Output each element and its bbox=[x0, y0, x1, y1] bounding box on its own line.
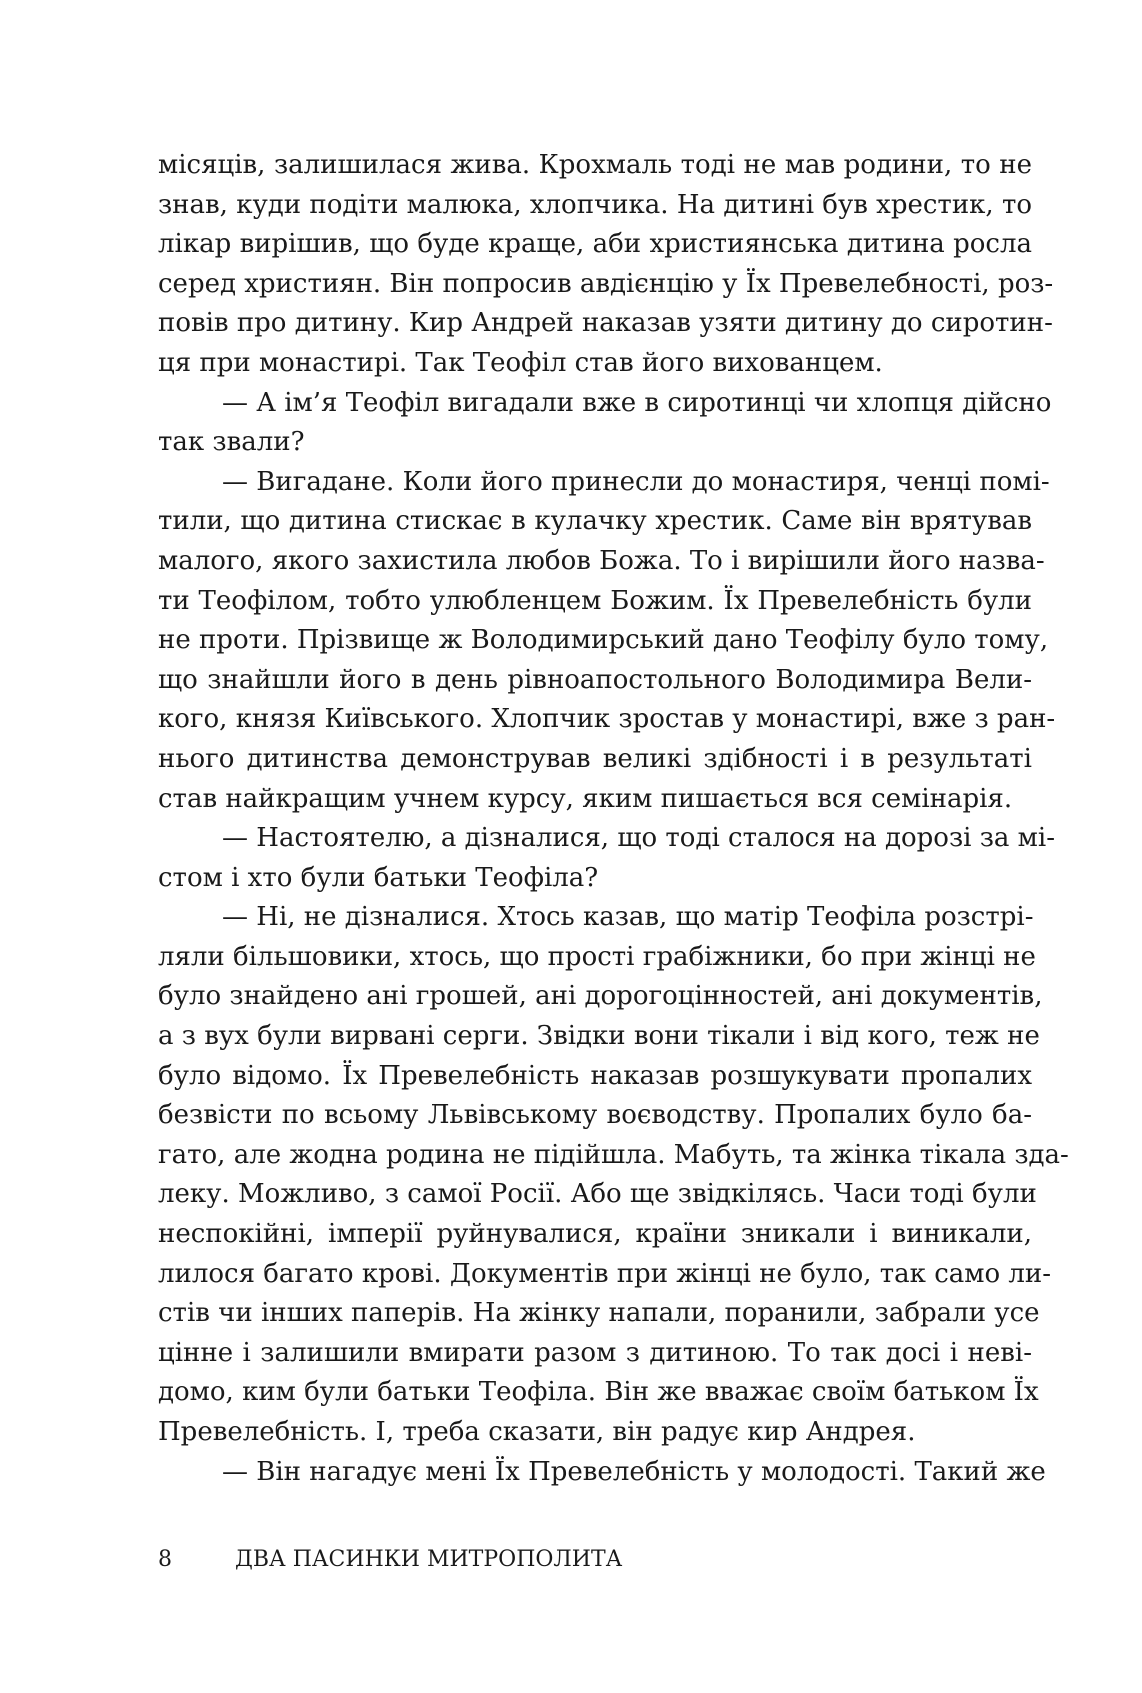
text-line: — А ім’я Теофіл вигадали вже в сиротинці чи хлопця дійсно bbox=[222, 387, 1052, 418]
text-line: було знайдено ані грошей, ані дорогоцінностей, ані документів, bbox=[158, 981, 1043, 1012]
text-line: тили, що дитина стискає в кулачку хрестик. Саме він врятував bbox=[158, 506, 1032, 537]
text-line: знав, куди подіти малюка, хлопчика. На дитині був хрестик, то bbox=[158, 189, 1032, 220]
text-line: — Настоятелю, а дізналися, що тоді сталося на дорозі за мі- bbox=[222, 823, 1055, 854]
text-line: а з вух були вирвані серги. Звідки вони тікали і від кого, теж не bbox=[158, 1021, 1040, 1052]
text-line: стом і хто були батьки Теофіла? bbox=[158, 862, 599, 893]
text-line: лилося багато крові. Документів при жінці не було, так само ли- bbox=[158, 1258, 1052, 1289]
text-line: безвісти по всьому Львівському воєводству. Пропалих було ба- bbox=[158, 1100, 1032, 1131]
text-line: серед християн. Він попросив авдієнцію у Їх Превелебності, роз- bbox=[158, 268, 1054, 299]
text-line: місяців, залишилася жива. Крохмаль тоді не мав родини, то не bbox=[158, 150, 1032, 180]
text-line: малого, якого захистила любов Божа. То і вирішили його назва- bbox=[158, 545, 1045, 576]
text-line: неспокійні, імперії руйнувалися, країни зникали і виникали, bbox=[158, 1219, 1032, 1250]
text-line: кого, князя Київського. Хлопчик зростав у монастирі, вже з ран- bbox=[158, 704, 1056, 735]
text-line: Превелебність. І, треба сказати, він радує кир Андрея. bbox=[158, 1417, 916, 1447]
text-line: ляли більшовики, хтось, що прості грабіжники, бо при жінці не bbox=[158, 941, 1036, 972]
text-line: став найкращим учнем курсу, яким пишається вся семінарія. bbox=[158, 783, 1013, 814]
text-line: — Він нагадує мені Їх Превелебність у молодості. Такий же bbox=[222, 1456, 1046, 1487]
text-line: цінне і залишили вмирати разом з дитиною. То так досі і неві- bbox=[158, 1337, 1032, 1368]
text-line: нього дитинства демонстрував великі здібності і в результаті bbox=[158, 743, 1032, 774]
page-number: 8 bbox=[158, 1547, 172, 1572]
text-line: що знайшли його в день рівноапостольного Володимира Вели- bbox=[158, 664, 1032, 695]
body-text bbox=[158, 146, 1069, 1492]
text-line: стів чи інших паперів. На жінку напали, поранили, забрали усе bbox=[158, 1298, 1040, 1329]
text-line: домо, ким були батьки Теофіла. Він же вважає своїм батьком Їх bbox=[158, 1377, 1039, 1408]
text-line: лікар вирішив, що буде краще, аби християнська дитина росла bbox=[158, 229, 1032, 260]
text-line: так звали? bbox=[158, 427, 305, 458]
text-line: ця при монастирі. Так Теофіл став його вихованцем. bbox=[158, 347, 883, 378]
text-line: — Вигадане. Коли його принесли до монастиря, ченці помі- bbox=[222, 466, 1050, 497]
text-line: було відомо. Їх Превелебність наказав розшукувати пропалих bbox=[158, 1060, 1032, 1091]
text-line: гато, але жодна родина не підійшла. Мабуть, та жінка тікала зда- bbox=[158, 1139, 1069, 1170]
text-line: повів про дитину. Кир Андрей наказав узяти дитину до сиротин- bbox=[158, 308, 1053, 339]
text-line: не проти. Прізвище ж Володимирський дано Теофілу було тому, bbox=[158, 625, 1049, 656]
text-line: — Ні, не дізналися. Хтось казав, що матір Теофіла розстрі- bbox=[222, 902, 1034, 933]
running-title: ДВА ПАСИНКИ МИТРОПОЛИТА bbox=[235, 1547, 623, 1572]
text-line: леку. Можливо, з самої Росії. Або ще звідкілясь. Часи тоді були bbox=[158, 1179, 1037, 1210]
text-line: ти Теофілом, тобто улюбленцем Божим. Їх Превелебність були bbox=[158, 585, 1032, 616]
page-footer bbox=[158, 1547, 622, 1572]
